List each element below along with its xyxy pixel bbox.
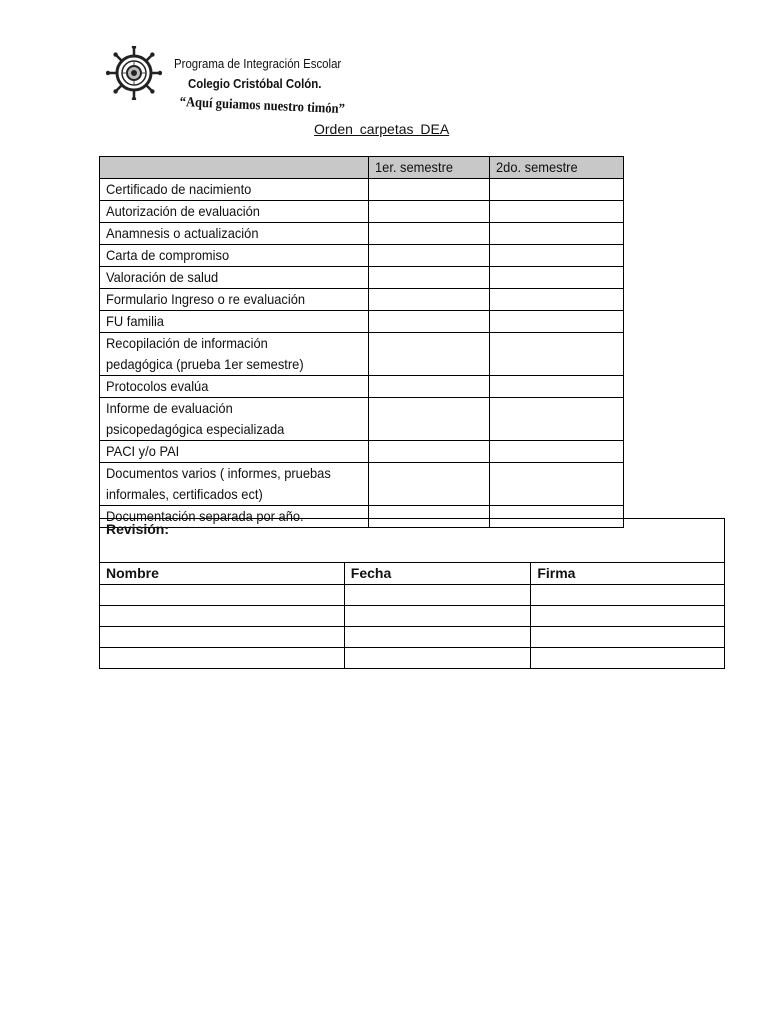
- checklist-row: [100, 223, 624, 245]
- nombre-cell[interactable]: [100, 648, 345, 669]
- semester-2-cell[interactable]: [489, 223, 623, 245]
- nombre-cell[interactable]: [100, 585, 345, 606]
- semester-2-cell[interactable]: [489, 311, 623, 333]
- semester-1-cell[interactable]: [368, 179, 489, 201]
- checklist-row: [100, 267, 624, 289]
- school-name: Colegio Cristóbal Colón.: [188, 76, 322, 91]
- semester-2-cell[interactable]: [489, 179, 623, 201]
- semester-1-cell[interactable]: [368, 441, 489, 463]
- checklist-row: [100, 289, 624, 311]
- semester-1-cell[interactable]: [368, 398, 489, 441]
- program-name: Programa de Integración Escolar: [174, 56, 342, 71]
- checklist-row: [100, 201, 624, 223]
- column-header-fecha: Fecha: [344, 563, 531, 585]
- review-label: Revisión:: [100, 519, 725, 563]
- column-header-firma: Firma: [531, 563, 725, 585]
- document-title: Orden carpetas DEA: [314, 121, 450, 137]
- firma-cell[interactable]: [531, 606, 725, 627]
- checklist-row: [100, 463, 624, 506]
- semester-2-cell[interactable]: [489, 333, 623, 376]
- column-header-nombre: Nombre: [100, 563, 345, 585]
- review-table: [99, 518, 725, 669]
- semester-2-cell[interactable]: [489, 289, 623, 311]
- semester-1-cell[interactable]: [368, 223, 489, 245]
- fecha-cell[interactable]: [344, 648, 531, 669]
- checklist-item-label: FU familia: [100, 311, 369, 333]
- nombre-cell[interactable]: [100, 606, 345, 627]
- column-header-semester-1: 1er. semestre: [368, 157, 489, 179]
- checklist-row: [100, 376, 624, 398]
- checklist-item-label: Autorización de evaluación: [100, 201, 369, 223]
- firma-cell[interactable]: [531, 648, 725, 669]
- firma-cell[interactable]: [531, 585, 725, 606]
- checklist-item-label: Carta de compromiso: [100, 245, 369, 267]
- checklist-item-label: Certificado de nacimiento: [100, 179, 369, 201]
- checklist-item-label: Recopilación de información pedagógica (prueba 1er semestre): [100, 333, 369, 376]
- checklist-table: [99, 156, 624, 528]
- checklist-item-label: Anamnesis o actualización: [100, 223, 369, 245]
- fecha-cell[interactable]: [344, 585, 531, 606]
- review-entry-row: [100, 606, 725, 627]
- review-entry-row: [100, 648, 725, 669]
- review-label-row: [100, 519, 725, 563]
- semester-1-cell[interactable]: [368, 311, 489, 333]
- semester-1-cell[interactable]: [368, 245, 489, 267]
- semester-1-cell[interactable]: [368, 289, 489, 311]
- semester-1-cell[interactable]: [368, 376, 489, 398]
- review-entry-row: [100, 585, 725, 606]
- semester-2-cell[interactable]: [489, 245, 623, 267]
- column-header-item: [100, 157, 369, 179]
- checklist-item-label: Valoración de salud: [100, 267, 369, 289]
- checklist-row: [100, 311, 624, 333]
- semester-2-cell[interactable]: [489, 398, 623, 441]
- checklist-header-row: [100, 157, 624, 179]
- checklist-item-label: Protocolos evalúa: [100, 376, 369, 398]
- checklist-row: [100, 179, 624, 201]
- checklist-row: [100, 333, 624, 376]
- checklist-row: [100, 245, 624, 267]
- semester-2-cell[interactable]: [489, 201, 623, 223]
- semester-2-cell[interactable]: [489, 267, 623, 289]
- semester-1-cell[interactable]: [368, 333, 489, 376]
- school-motto: “Aquí guiamos nuestro timón”: [179, 95, 346, 118]
- firma-cell[interactable]: [531, 627, 725, 648]
- ship-wheel-icon: [106, 46, 162, 100]
- checklist-item-label: Formulario Ingreso o re evaluación: [100, 289, 369, 311]
- review-entry-row: [100, 627, 725, 648]
- checklist-item-label: Informe de evaluación psicopedagógica especializada: [100, 398, 369, 441]
- fecha-cell[interactable]: [344, 606, 531, 627]
- semester-1-cell[interactable]: [368, 267, 489, 289]
- checklist-item-label: Documentación separada por año.: [100, 506, 369, 528]
- nombre-cell[interactable]: [100, 627, 345, 648]
- semester-2-cell[interactable]: [489, 463, 623, 506]
- semester-2-cell[interactable]: [489, 376, 623, 398]
- checklist-row: [100, 441, 624, 463]
- checklist-item-label: Documentos varios ( informes, pruebas informales, certificados ect): [100, 463, 369, 506]
- fecha-cell[interactable]: [344, 627, 531, 648]
- checklist-item-label: PACI y/o PAI: [100, 441, 369, 463]
- checklist-row: [100, 398, 624, 441]
- review-header-row: [100, 563, 725, 585]
- semester-2-cell[interactable]: [489, 441, 623, 463]
- column-header-semester-2: 2do. semestre: [489, 157, 623, 179]
- semester-1-cell[interactable]: [368, 463, 489, 506]
- semester-1-cell[interactable]: [368, 201, 489, 223]
